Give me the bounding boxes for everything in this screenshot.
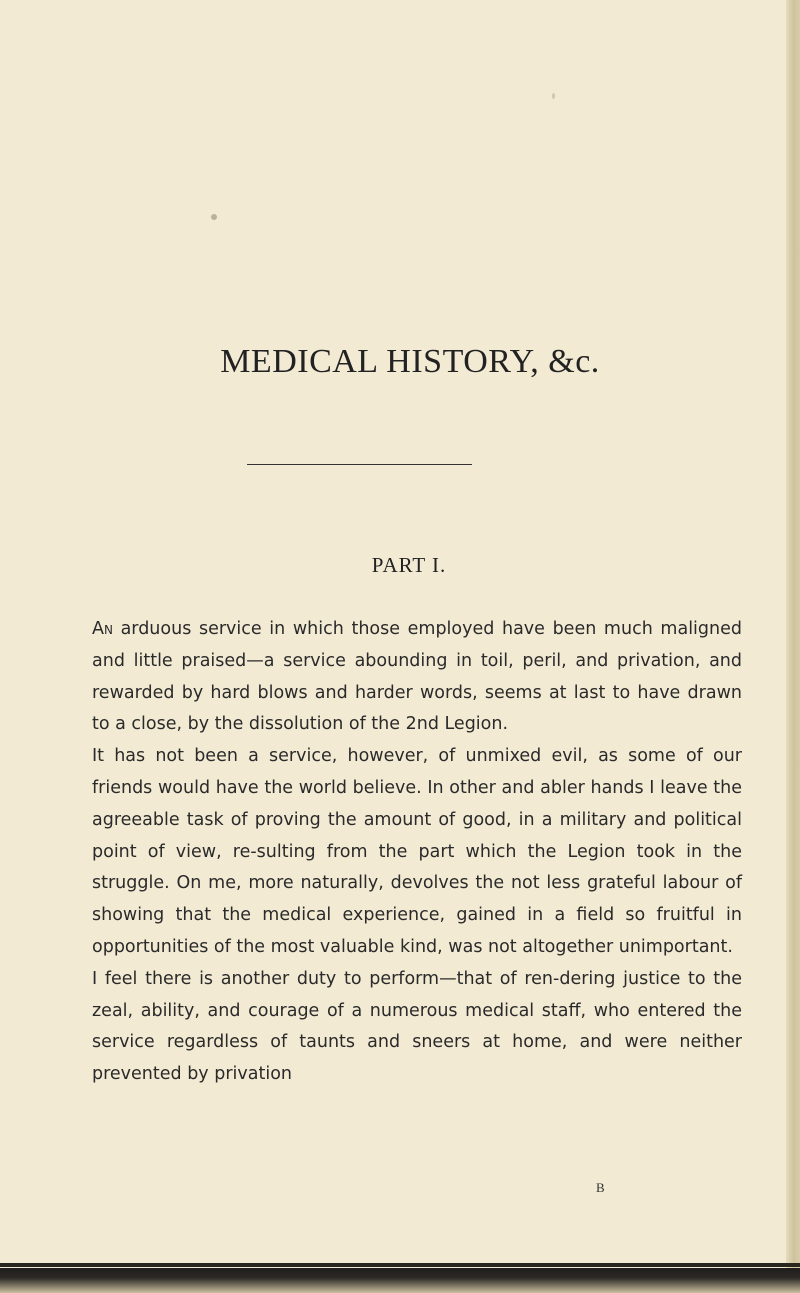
part-heading: PART I. xyxy=(371,553,447,577)
page-bottom-line xyxy=(0,1263,800,1267)
paragraph-2: It has not been a service, however, of unmixed evil, as some of our friends would have the world believe. In other and abler hands I leave the agreeable task of proving the amount of good, in a military and political point of view, re-sulting from the part which the Legion took in the struggle. On me, more naturally, devolves the not less grateful labour of showing that the medical experience, gained in a field so fruitful in opportunities of the most valuable kind, was not altogether unimportant. xyxy=(92,746,742,957)
paragraph-1-text: arduous service in which those employed have been much maligned and little praised—a service abounding in toil, peril, and privation, and rewarded by hard blows and harder words, seems at last to have drawn to a close, by the dissolution of the 2nd Legion. xyxy=(92,619,742,735)
signature-mark: B xyxy=(596,1180,605,1195)
body-text xyxy=(92,614,742,1091)
page-title: MEDICAL HISTORY, &c. xyxy=(220,343,600,380)
paper-speck xyxy=(552,93,555,99)
paragraph-3: I feel there is another duty to perform—that of ren-dering justice to the zeal, ability, and courage of a numerous medical staff, who entered the service regardless of taunts and sneers at home, and were neither prevented by privation xyxy=(92,968,742,1085)
page-right-edge xyxy=(786,0,800,1293)
title-divider xyxy=(247,464,472,465)
paragraph-1 xyxy=(92,614,742,741)
paper-speck xyxy=(211,214,217,220)
paragraph-1-first-word: An xyxy=(92,619,113,639)
page-bottom-edge xyxy=(0,1268,800,1293)
